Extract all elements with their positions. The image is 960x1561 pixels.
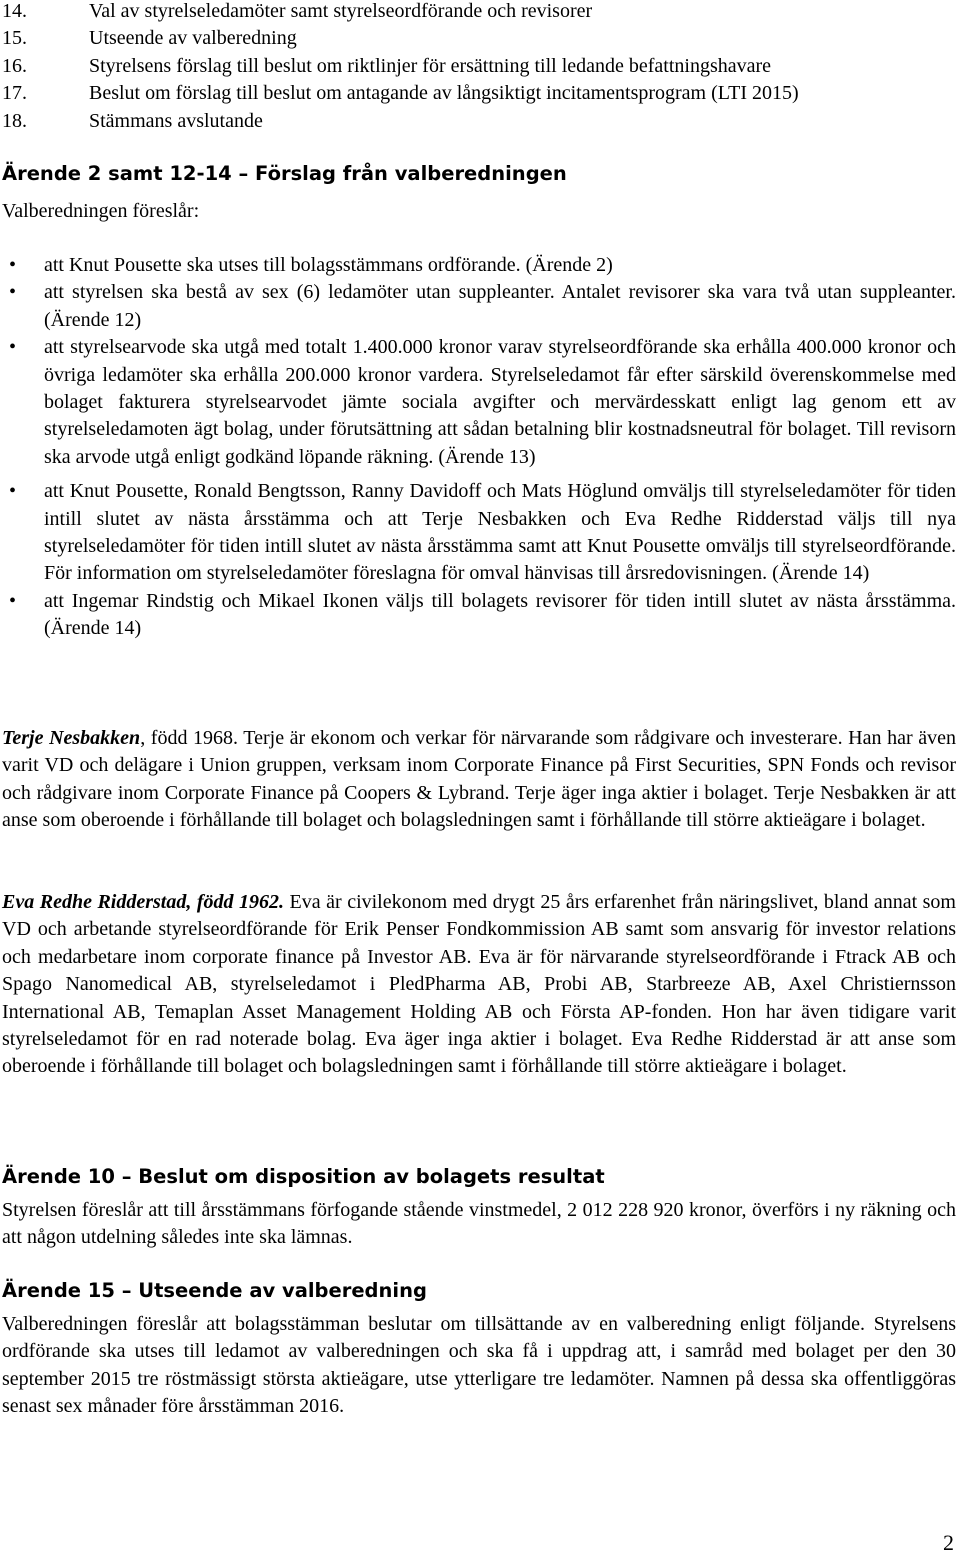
bio-terje-nesbakken [2,725,956,835]
section-dividend-text: Styrelsen föreslår att till årsstämmans förfogande stående vinstmedel, 2 012 228 920 kronor, överförs i ny räkning och att någon utdelning således inte ska lämnas. [2,1199,956,1249]
proposal-text: att Knut Pousette ska utses till bolagsstämmans ordförande. (Ärende 2) [44,254,613,276]
agenda-item [2,80,942,107]
agenda-item-text: Styrelsens förslag till beslut om riktlinjer för ersättning till ledande befattningshavare [89,54,772,77]
agenda-item [2,0,942,25]
proposal-item [0,279,956,334]
agenda-item-number: 15. [2,27,27,50]
proposal-item [0,588,956,643]
proposal-item [0,252,956,279]
bio-name: Eva Redhe Ridderstad, född 1962. [2,891,285,913]
section-heading-nomination: Ärende 15 – Utseende av valberedning [2,1279,427,1302]
agenda-item-text: Beslut om förslag till beslut om antagande av långsiktigt incitamentsprogram (LTI 2015) [89,82,799,105]
bullet-icon: • [9,336,17,359]
proposal-item [0,478,956,588]
agenda-item [2,108,942,135]
proposal-text: att Knut Pousette, Ronald Bengtsson, Ranny Davidoff och Mats Höglund omväljs till styrelseledamöter för tiden intill slutet av nästa årsstämma och att Terje Nesbakken och Eva Redhe Ridderstad väljs till nya styrelseledamöter för tiden intill slutet av nästa årsstämma samt att Knut Pousette omväljs till styrelseordförande. För information om styrelseledamöter föreslagna för omval hänvisas till årsredovisningen. (Ärende 14) [44,480,956,585]
bullet-icon: • [9,281,17,304]
agenda-item-text: Utseende av valberedning [89,27,297,50]
section-nomination-text: Valberedningen föreslår att bolagsstämman beslutar om tillsättande av en valberedning enligt följande. Styrelsens ordförande ska utses till ledamot av valberedningen och ska få i uppdrag att, i samråd med bolaget per den 30 september 2015 tre röstmässigt största aktieägare, utse ytterligare tre ledamöter. Namnen på dessa ska offentliggöras senast sex månader före årsstämman 2016. [2,1313,956,1418]
proposal-item [0,334,956,471]
agenda-item-number: 16. [2,54,27,77]
proposal-text: att Ingemar Rindstig och Mikael Ikonen väljs till bolagets revisorer för tiden intill slutet av nästa årsstämma. (Ärende 14) [44,589,956,640]
section-heading-proposals: Ärende 2 samt 12-14 – Förslag från valberedningen [2,162,567,185]
proposal-text: att styrelsearvode ska utgå med totalt 1.400.000 kronor varav styrelseordförande ska erhålla 400.000 kronor och övriga ledamöter ska erhålla 200.000 kronor vardera. Styrelseledamot får efter särskild överenskommelse med bolaget fakturera styrelsearvodet jämte sociala avgifter och mervärdesskatt enligt lag genom ett av styrelseledamoten ägt bolag, under förutsättning att sådan betalning blir kostnadsneutral för bolaget. Till revisorn ska arvode utgå enligt godkänd löpande räkning. (Ärende 13) [44,336,956,468]
agenda-item-number: 18. [2,109,27,132]
bio-eva-redhe-ridderstad [2,889,956,1081]
agenda-item-number: 14. [2,0,27,22]
agenda-item-text: Stämmans avslutande [89,109,263,132]
bullet-icon: • [9,254,17,276]
agenda-item [2,53,942,80]
bullet-icon: • [9,589,17,612]
section-intro: Valberedningen föreslår: [2,200,200,222]
bio-text: , född 1968. Terje är ekonom och verkar för närvarande som rådgivare och investerare. Han har även varit VD och delägare i Union gruppen, verksam inom Corporate Finance på First Securities, SPN Fonds och revisor och rådgivare inom Corporate Finance på Coopers & Lybrand. Terje äger inga aktier i bolaget. Terje Nesbakken är att anse som oberoende i förhållande till bolaget och bolagsledningen samt i förhållande till större aktieägare i bolaget. [2,727,956,832]
proposal-list [0,252,956,643]
agenda-item-number: 17. [2,82,27,105]
agenda-list [2,0,942,135]
bullet-icon: • [9,480,17,503]
bio-name: Terje Nesbakken [2,727,141,749]
section-heading-dividend: Ärende 10 – Beslut om disposition av bolagets resultat [2,1165,605,1188]
page-number: 2 [943,1530,954,1555]
agenda-item [2,25,942,52]
proposal-text: att styrelsen ska bestå av sex (6) ledamöter utan suppleanter. Antalet revisorer ska vara två utan suppleanter. (Ärende 12) [44,281,956,331]
bio-text: Eva är civilekonom med drygt 25 års erfarenhet från näringslivet, bland annat som VD och arbetande styrelseordförande för Erik Penser Fondkommission AB samt som ansvarig för investor relations och medarbetare inom corporate finance på Investor AB. Eva är för närvarande styrelseordförande i Ftrack AB och Spago Nanomedical AB, styrelseledamot i PledPharma AB, Probi AB, Starbreeze AB, Axel Christiernsson International AB, Temaplan Asset Management Holding AB och Första AP-fonden. Hon har även tidigare varit styrelseledamot för en rad noterade bolag. Eva äger inga aktier i bolaget. Eva Redhe Ridderstad är att anse som oberoende i förhållande till bolaget och bolagsledningen samt i förhållande till större aktieägare i bolaget. [2,891,956,1078]
agenda-item-text: Val av styrelseledamöter samt styrelseordförande och revisorer [89,0,593,22]
